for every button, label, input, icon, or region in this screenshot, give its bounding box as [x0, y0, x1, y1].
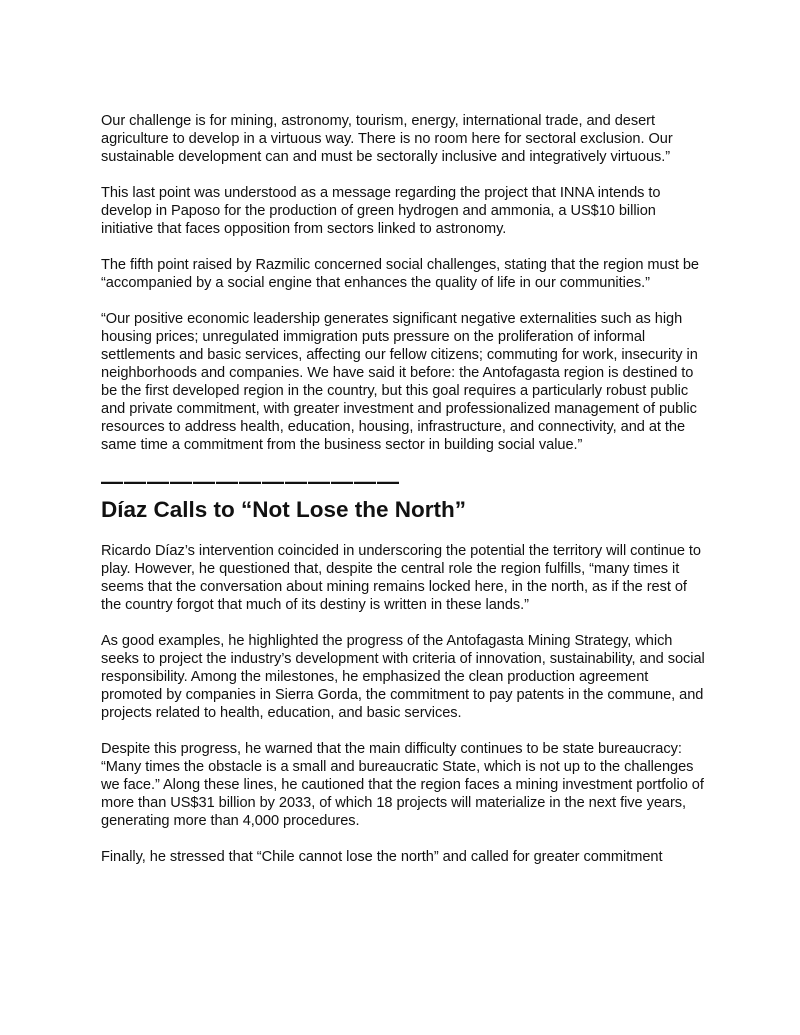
paragraph-sectoral-challenge: Our challenge is for mining, astronomy, tourism, energy, international trade, and desert agriculture to develop in a virtuous way. There is no room here for sectoral exclusion. Our sustainable development can and must be sectorally inclusive and integratively virtuous.”: [101, 113, 673, 165]
section-heading: Díaz Calls to “Not Lose the North”: [101, 497, 467, 522]
paragraph-bureaucracy: Despite this progress, he warned that the main difficulty continues to be state bureaucracy: “Many times the obstacle is a small and bureaucratic State, which is not up to the challenges we face.” Along these lines, he cautioned that the region faces a mining investment portfolio of more than US$31 billion by 2033, of which 18 projects will materialize in the next five years, generating more than 4,000 procedures.: [101, 741, 704, 829]
paragraph-diaz-intervention: Ricardo Díaz’s intervention coincided in underscoring the potential the territory will continue to play. However, he questioned that, despite the central role the region fulfills, “many times it seems that the conversation about mining remains locked here, in the north, as if the rest of the country forgot that much of its destiny is written in these lands.”: [101, 543, 701, 613]
paragraph-finally: Finally, he stressed that “Chile cannot lose the north” and called for greater commitment: [101, 849, 663, 865]
section-divider: —————————————: [101, 469, 400, 494]
paragraph-social-challenges: The fifth point raised by Razmilic concerned social challenges, stating that the region must be “accompanied by a social engine that enhances the quality of life in our communities.”: [101, 257, 699, 291]
paragraph-mining-strategy: As good examples, he highlighted the progress of the Antofagasta Mining Strategy, which seeks to project the industry’s development with criteria of innovation, sustainability, and social responsibility. Among the milestones, he emphasized the clean production agreement promoted by companies in Sierra Gorda, the commitment to pay patents in the commune, and projects related to health, education, and basic services.: [101, 633, 705, 721]
paragraph-economic-leadership-quote: “Our positive economic leadership generates significant negative externalities such as high housing prices; unregulated immigration puts pressure on the proliferation of informal settlements and basic services, affecting our fellow citizens; commuting for work, insecurity in neighborhoods and companies. We have said it before: the Antofagasta region is destined to be the first developed region in the country, but this goal requires a particularly robust public and private commitment, with greater investment and professionalized management of public resources to address health, education, housing, infrastructure, and connectivity, and at the same time a commitment from the business sector in building social value.”: [101, 311, 698, 453]
article-body: [101, 112, 706, 884]
paragraph-inna-project: This last point was understood as a message regarding the project that INNA intends to develop in Paposo for the production of green hydrogen and ammonia, a US$10 billion initiative that faces opposition from sectors linked to astronomy.: [101, 185, 661, 237]
